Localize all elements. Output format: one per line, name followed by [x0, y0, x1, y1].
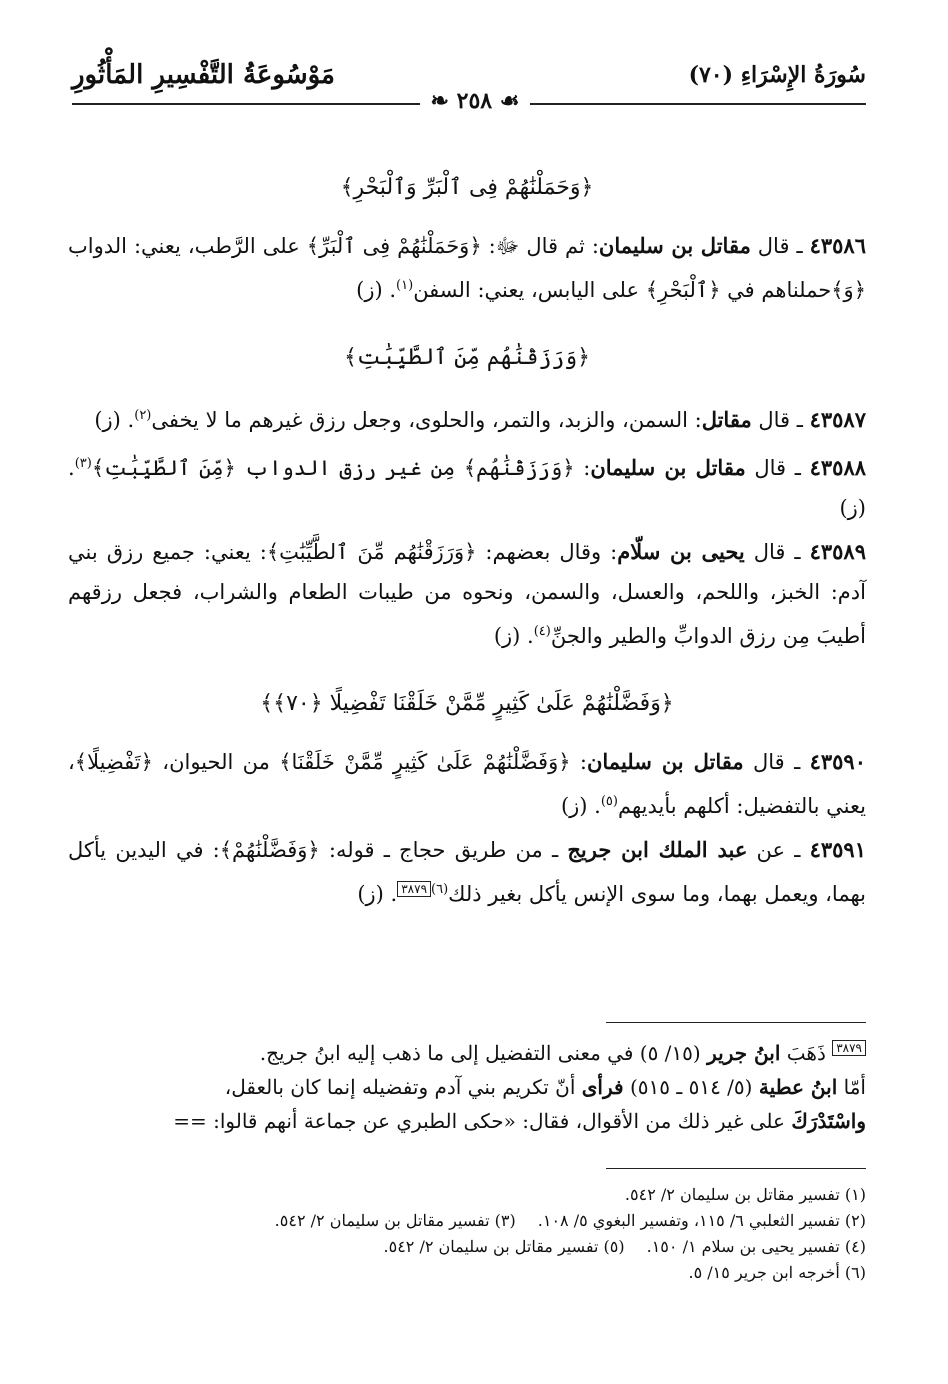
- footnote-row: [68, 1260, 866, 1286]
- footnotes: [68, 1182, 866, 1286]
- surah-title: سُورَةُ الإِسْرَاءِ (٧٠): [688, 62, 866, 88]
- footnote-separator: [606, 1168, 866, 1169]
- footnote-ref[interactable]: (٢): [134, 408, 152, 423]
- main-text: [68, 168, 866, 918]
- narrator: مقاتل: [701, 407, 752, 432]
- narrator: مقاتل بن سليمان: [598, 233, 751, 258]
- footnote-ref[interactable]: (٥): [600, 794, 618, 809]
- narration-entry: ٤٣٥٨٨ ـ قال مقاتل بن سليمان: ﴿وَرَزَقْنَٰهُم﴾ مِن غير رزق الدواب ﴿مِّنَ ٱلطَّيِّبَٰتِ﴾$^{(٣)}$. (ز): [68, 455, 867, 520]
- narration-entry: ٤٣٥٨٧ ـ قال مقاتل: السمن، والزبد، والتمر، والحلوى، وجعل رزق غيرهم ما لا يخفى$^{(٢)}$. (ز): [94, 407, 866, 432]
- editor-note: [68, 1036, 866, 1138]
- footnote-row: [68, 1208, 866, 1234]
- footnote-ref[interactable]: (٦): [431, 882, 449, 897]
- note-line: واسْتَدْرَكَ على غير ذلك من الأقوال، فقال: «حكى الطبري عن جماعة أنهم قالوا: ==: [173, 1109, 866, 1133]
- verse-heading: ﴿وَرَزَقْنَٰهُم مِّنَ ٱلطَّيِّبَٰتِ﴾: [343, 345, 591, 370]
- footnote: (٣) تفسير مقاتل بن سليمان ٢/ ٥٤٢.: [274, 1211, 516, 1230]
- footnote-row: [68, 1182, 866, 1208]
- narrator: عبد الملك ابن جريج: [567, 837, 748, 862]
- entry-number: ٤٣٥٨٨: [809, 455, 867, 480]
- footnote: (٦) أخرجه ابن جرير ١٥/ ٥.: [688, 1263, 866, 1282]
- commentary-mark[interactable]: ٣٨٧٩: [397, 881, 431, 897]
- note-separator: [606, 1022, 866, 1023]
- footnote-ref[interactable]: (١): [396, 278, 414, 293]
- footnote: (٤) تفسير يحيى بن سلام ١/ ١٥٠.: [646, 1237, 866, 1256]
- page-number-ornament-right-icon: ☙: [499, 88, 520, 114]
- entry-number: ٤٣٥٨٩: [809, 539, 866, 564]
- entry-number: ٤٣٥٨٦: [809, 233, 866, 258]
- page-number-value: ٢٥٨: [456, 88, 493, 114]
- verse-heading: ﴿وَحَمَلْنَٰهُمْ فِى ٱلْبَرِّ وَٱلْبَحْرِ﴾: [340, 175, 594, 200]
- narration-entry: ٤٣٥٨٩ ـ قال يحيى بن سلّام: وقال بعضهم: ﴿وَرَزَقْنَٰهُم مِّنَ ٱلطَّيِّبَٰتِ﴾: يعني: جميع رزق بني آدم: الخبز، واللحم، والعسل، والسمن، ونحوه من طيبات الطعام والشراب، فجعل رزقهم أطيبَ مِن رزق الدوابِّ والطير والجنِّ$^{(٤)}$. (ز): [68, 539, 866, 648]
- page-number: [420, 88, 530, 118]
- entry-number: ٤٣٥٩٠: [809, 749, 866, 774]
- footnote-ref[interactable]: (٣): [74, 456, 92, 471]
- book-title: مَوْسُوعَةُ التَّفْسِيرِ المَأْثُورِ: [72, 60, 335, 90]
- footnote: (١) تفسير مقاتل بن سليمان ٢/ ٥٤٢.: [624, 1185, 866, 1204]
- narrator: مقاتل بن سليمان: [590, 455, 746, 480]
- narrator: يحيى بن سلّام: [617, 539, 745, 564]
- footnote-row: [68, 1234, 866, 1260]
- footnote: (٥) تفسير مقاتل بن سليمان ٢/ ٥٤٢.: [383, 1237, 625, 1256]
- verse-heading: ﴿وَفَضَّلْنَٰهُمْ عَلَىٰ كَثِيرٍ مِّمَّنْ خَلَقْنَا تَفْضِيلًا ﴿٧٠﴾﴾: [260, 691, 674, 716]
- footnote: (٢) تفسير الثعلبي ٦/ ١١٥، وتفسير البغوي ٥/ ١٠٨.: [537, 1211, 866, 1230]
- narration-entry: ٤٣٥٩١ ـ عن عبد الملك ابن جريج ـ من طريق حجاج ـ قوله: ﴿وَفَضَّلْنَٰهُمْ﴾: في اليدين يأكل بهما، ويعمل بهما، وما سوى الإنس يأكل بغير ذلك$^{(٦)}$٣٨٧٩. (ز): [68, 837, 866, 906]
- narration-entry: ٤٣٥٨٦ ـ قال مقاتل بن سليمان: ثم قال ﷻ: ﴿وَحَمَلْنَٰهُمْ فِى ٱلْبَرِّ﴾ على الرَّطب، يعني: الدواب ﴿وَ﴾حملناهم في ﴿ٱلْبَحْرِ﴾ على اليابس، يعني: السفن$^{(١)}$. (ز): [68, 233, 866, 302]
- entry-number: ٤٣٥٩١: [809, 837, 866, 862]
- footnote-ref[interactable]: (٤): [533, 624, 551, 639]
- entry-number: ٤٣٥٨٧: [809, 407, 866, 432]
- page-number-ornament-left-icon: ❧: [430, 88, 449, 114]
- commentary-mark: ٣٨٧٩: [832, 1040, 866, 1056]
- narration-entry: ٤٣٥٩٠ ـ قال مقاتل بن سليمان: ﴿وَفَضَّلْنَٰهُمْ عَلَىٰ كَثِيرٍ مِّمَّنْ خَلَقْنَا﴾ من الحيوان، ﴿تَفْضِيلًا﴾، يعني بالتفضيل: أكلهم بأيديهم$^{(٥)}$. (ز): [68, 749, 866, 818]
- narrator: مقاتل بن سليمان: [586, 749, 744, 774]
- note-line: ٣٨٧٩ ذَهَبَ ابنُ جرير (١٥/ ٥) في معنى التفضيل إلى ما ذهب إليه ابنُ جريج.: [68, 1036, 866, 1070]
- note-line: أمّا ابنُ عطية (٥/ ٥١٤ ـ ٥١٥) فرأى أنّ تكريم بني آدم وتفضيله إنما كان بالعقل،: [224, 1075, 866, 1099]
